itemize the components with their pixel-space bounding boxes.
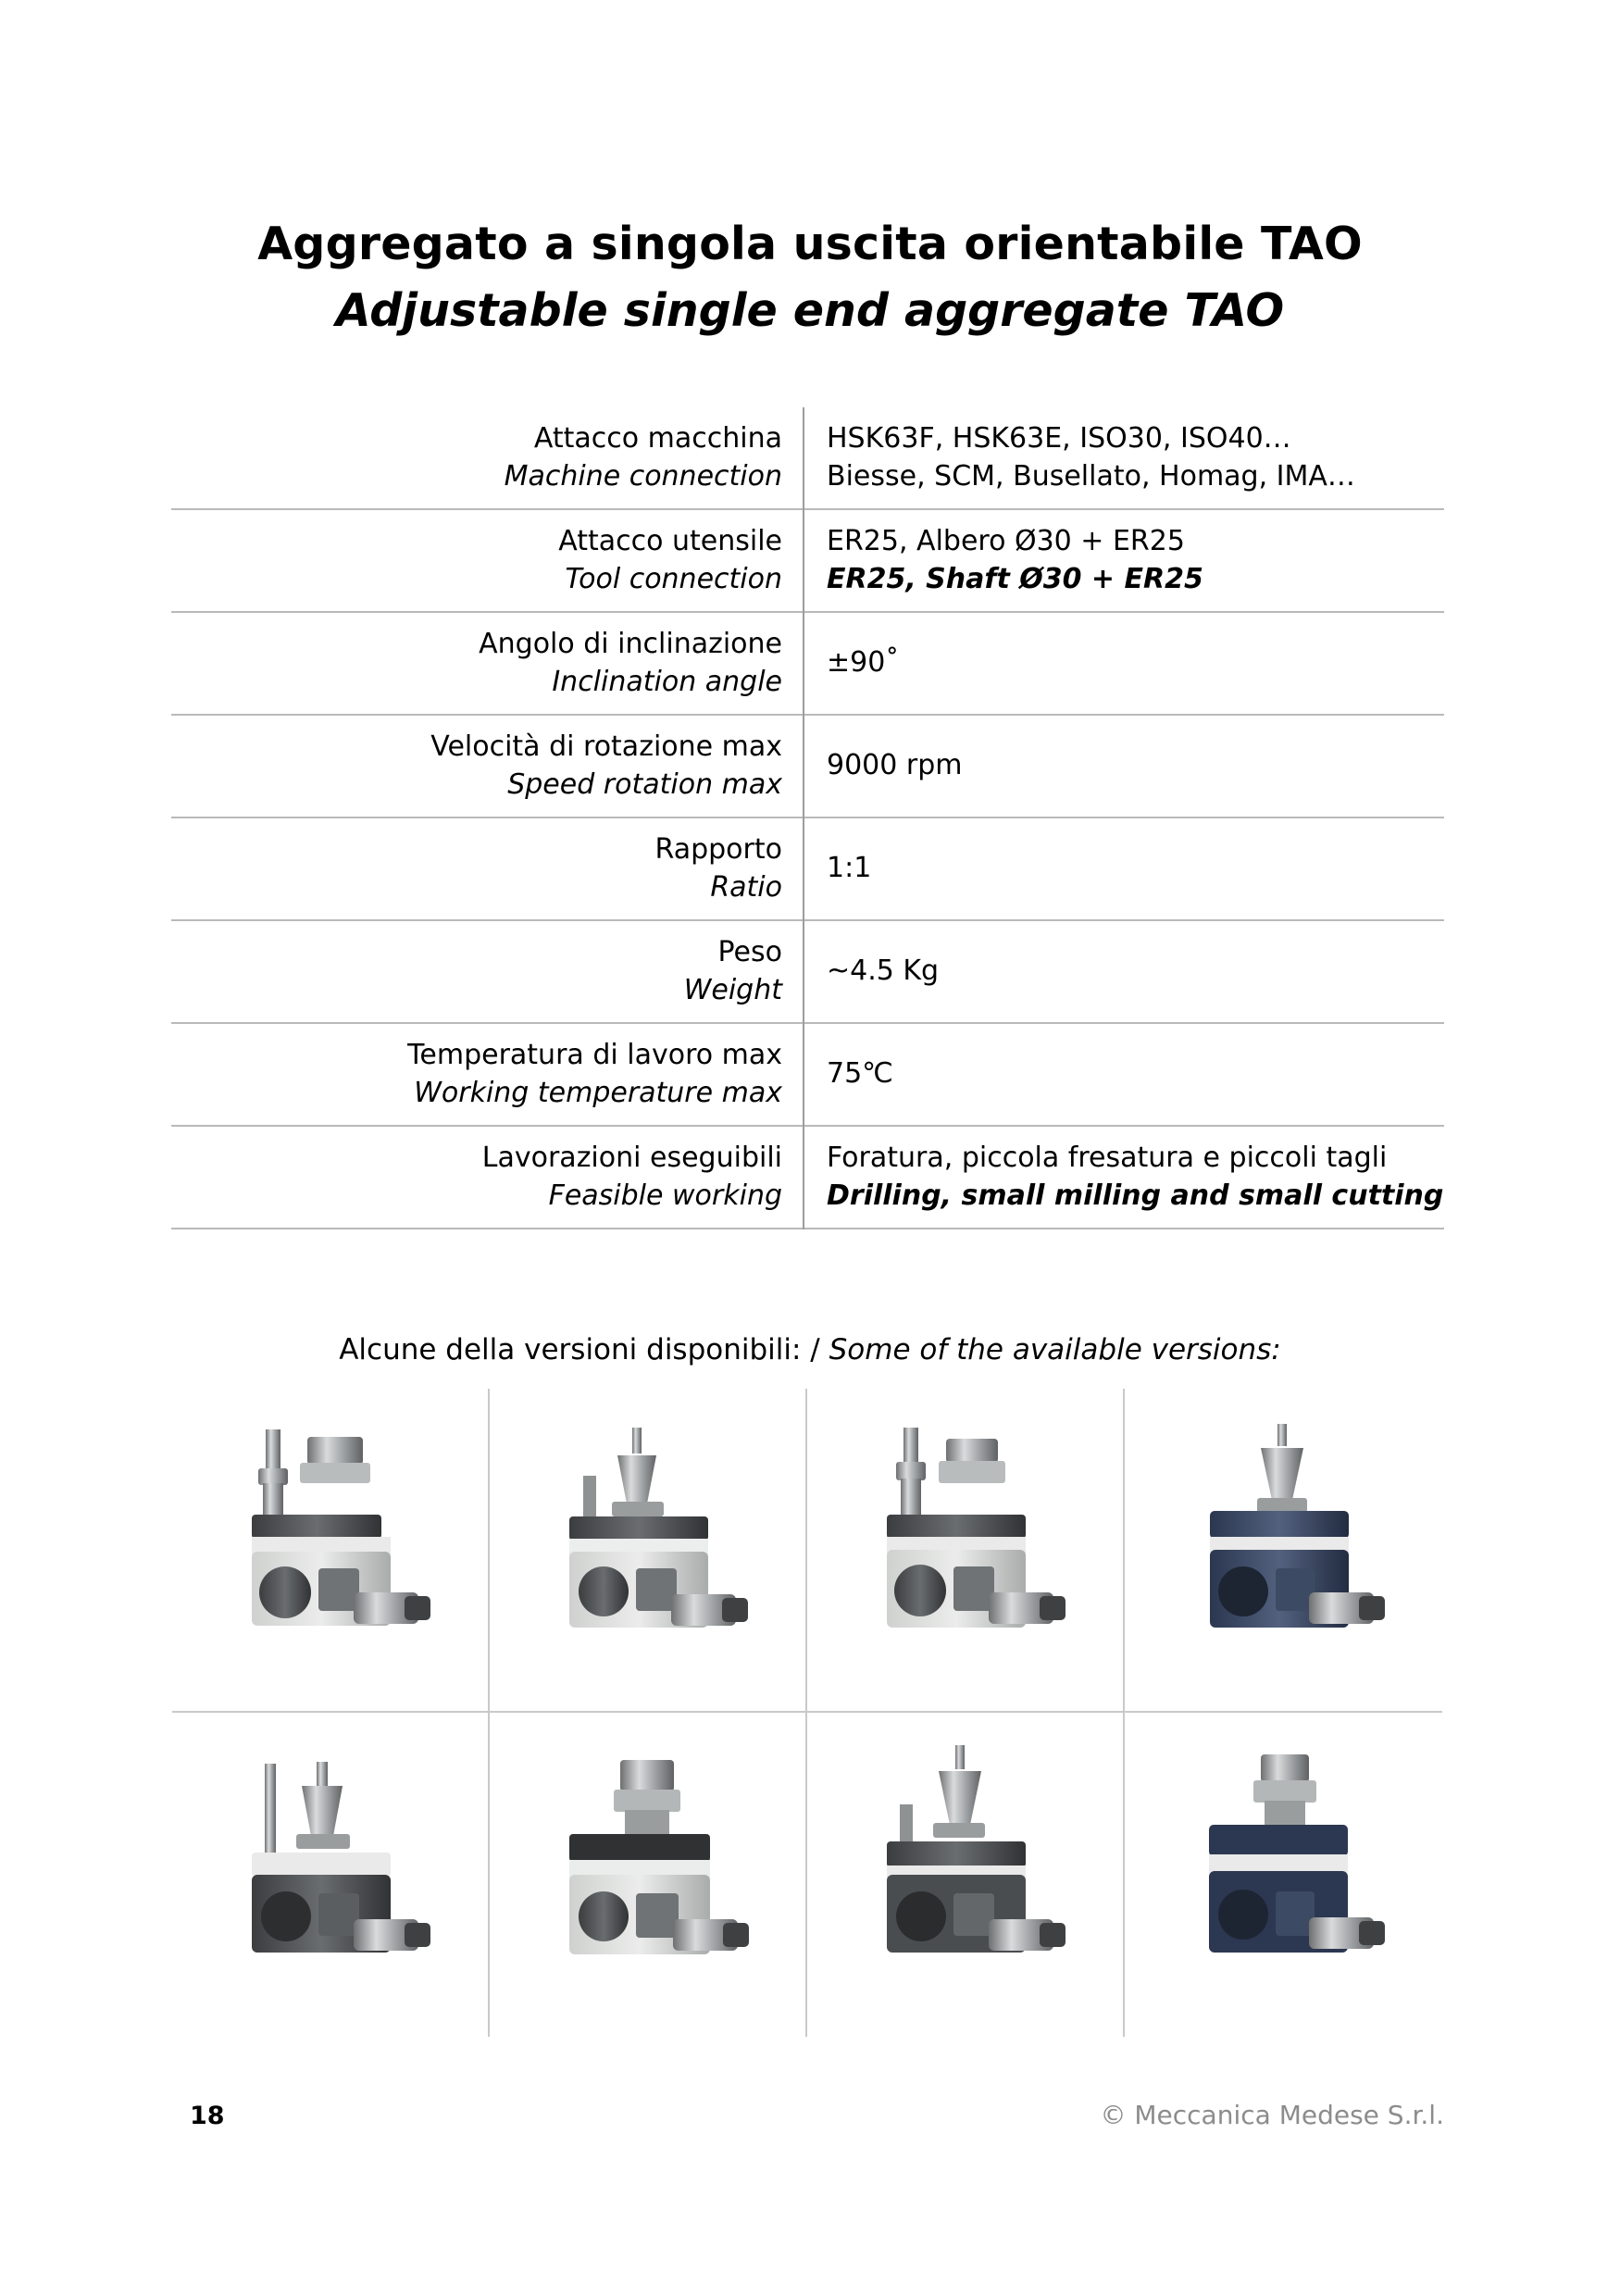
versions-caption-italian: Alcune della versioni disponibili: /	[339, 1333, 829, 1366]
table-row	[171, 1023, 1444, 1126]
spec-value-english: Drilling, small milling and small cutting	[827, 1179, 1444, 1212]
page-title-english: Adjustable single end aggregate TAO	[335, 283, 1285, 337]
spec-label-italian: Velocità di rotazione max	[430, 730, 782, 763]
aggregate-photo-1	[215, 1411, 446, 1689]
spec-value-cell	[804, 407, 1444, 509]
spec-value-cell	[804, 920, 1444, 1023]
spec-label-english: Working temperature max	[414, 1076, 782, 1109]
spec-value-cell	[804, 715, 1444, 817]
spec-value-cell	[804, 612, 1444, 715]
spec-label-english: Tool connection	[565, 562, 782, 595]
spec-value-single: ~4.5 Kg	[827, 955, 940, 988]
spec-label-italian: Lavorazioni eseguibili	[481, 1142, 782, 1174]
table-row	[171, 509, 1444, 612]
spec-label-italian: Temperatura di lavoro max	[407, 1039, 782, 1071]
spec-label-cell	[171, 407, 804, 509]
versions-caption	[0, 1333, 1620, 1366]
aggregate-photo-3	[850, 1411, 1081, 1689]
spec-value-cell	[804, 1126, 1444, 1229]
spec-label-italian: Peso	[717, 936, 782, 968]
spec-value-cell	[804, 1023, 1444, 1126]
versions-image-grid	[172, 1389, 1442, 2037]
table-row	[171, 1126, 1444, 1229]
spec-label-italian: Angolo di inclinazione	[479, 628, 782, 660]
spec-label-cell	[171, 509, 804, 612]
spec-label-english: Weight	[683, 973, 782, 1006]
table-row	[171, 817, 1444, 920]
copyright-notice: © Meccanica Medese S.r.l.	[1100, 2100, 1444, 2130]
aggregate-photo-5	[215, 1736, 446, 2014]
spec-label-cell	[171, 1126, 804, 1229]
spec-label-english: Machine connection	[504, 459, 782, 493]
spec-value-italian: ER25, Albero Ø30 + ER25	[827, 525, 1185, 557]
version-photo-cell-4	[1125, 1389, 1442, 1713]
version-photo-cell-7	[807, 1713, 1125, 2037]
page-number: 18	[190, 2102, 225, 2130]
spec-label-italian: Rapporto	[654, 833, 782, 866]
version-photo-cell-1	[172, 1389, 490, 1713]
spec-label-italian: Attacco macchina	[533, 422, 782, 455]
spec-value-english: Biesse, SCM, Busellato, Homag, IMA…	[827, 459, 1355, 493]
versions-caption-english: Some of the available versions:	[829, 1333, 1281, 1366]
aggregate-photo-7	[850, 1736, 1081, 2014]
spec-value-cell	[804, 817, 1444, 920]
spec-value-english: ER25, Shaft Ø30 + ER25	[827, 562, 1203, 595]
spec-value-single: 1:1	[827, 852, 872, 885]
table-row	[171, 715, 1444, 817]
aggregate-photo-8	[1168, 1736, 1400, 2014]
spec-label-english: Inclination angle	[552, 665, 782, 698]
page-title-italian: Aggregato a singola uscita orientabile TAO	[257, 218, 1363, 270]
specification-table	[171, 407, 1444, 1229]
version-photo-cell-5	[172, 1713, 490, 2037]
spec-value-italian: Foratura, piccola fresatura e piccoli tagli	[827, 1142, 1388, 1174]
spec-label-cell	[171, 1023, 804, 1126]
spec-label-cell	[171, 612, 804, 715]
spec-label-english: Feasible working	[548, 1179, 782, 1212]
spec-value-italian: HSK63F, HSK63E, ISO30, ISO40…	[827, 422, 1291, 455]
table-row	[171, 407, 1444, 509]
table-row	[171, 612, 1444, 715]
spec-label-english: Ratio	[710, 870, 782, 904]
version-photo-cell-8	[1125, 1713, 1442, 2037]
table-row	[171, 920, 1444, 1023]
spec-value-cell	[804, 509, 1444, 612]
title-block	[0, 218, 1620, 338]
spec-value-single: 75℃	[827, 1057, 893, 1091]
version-photo-cell-6	[490, 1713, 807, 2037]
version-photo-cell-2	[490, 1389, 807, 1713]
spec-label-english: Speed rotation max	[507, 767, 782, 801]
aggregate-photo-2	[532, 1411, 764, 1689]
spec-value-single: 9000 rpm	[827, 749, 963, 782]
spec-label-italian: Attacco utensile	[558, 525, 782, 557]
spec-value-single: ±90˚	[827, 646, 900, 680]
version-photo-cell-3	[807, 1389, 1125, 1713]
spec-label-cell	[171, 920, 804, 1023]
aggregate-photo-4	[1168, 1411, 1400, 1689]
spec-label-cell	[171, 715, 804, 817]
spec-label-cell	[171, 817, 804, 920]
aggregate-photo-6	[532, 1736, 764, 2014]
